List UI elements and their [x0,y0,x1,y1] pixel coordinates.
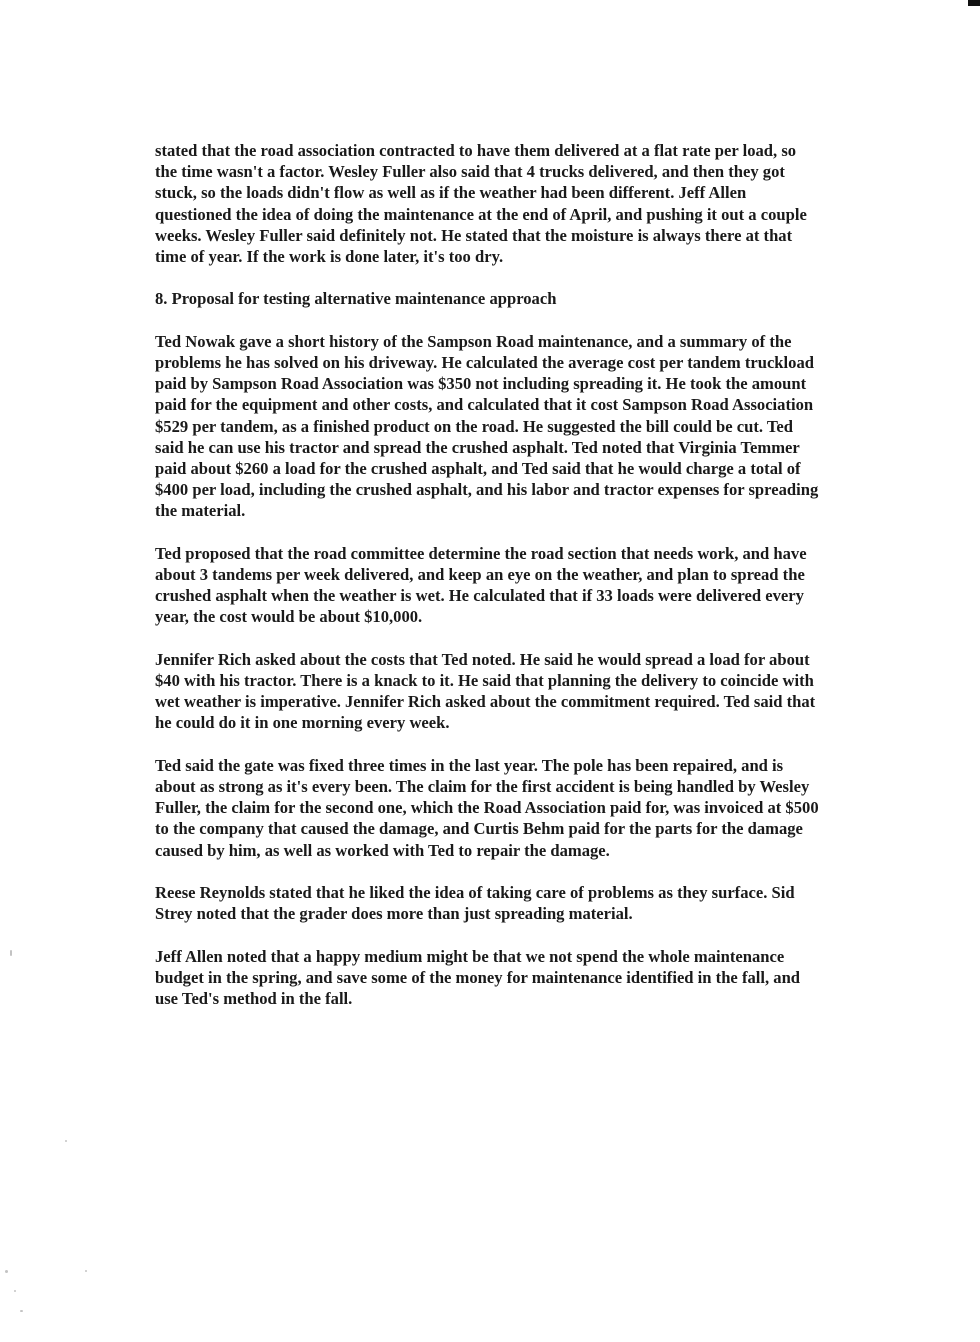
paragraph-allen: Jeff Allen noted that a happy medium might be that we not spend the whole maintenance budget in the spring, and save some of the money for maintenance identified in the fall, and use Ted's method in the fall. [155,946,801,1009]
scan-speck [65,1140,67,1142]
paragraph-continued: stated that the road association contracted to have them delivered at a flat rate per load, so the time wasn't a factor. Wesley Fuller also said that 4 trucks delivered, and then they got stuck, so the loads didn't flow as well as if the weather had been different. Jeff Allen questioned the idea of doing the maintenance at the end of April, and pushing it out a couple weeks. Wesley Fuller said definitely not. He stated that the moisture is always there at that time of year. If the work is done later, it's too dry. [155,141,807,267]
scan-speck [5,1270,8,1273]
paragraph-reynolds: Reese Reynolds stated that he liked the idea of taking care of problems as they surface. Sid Strey noted that the grader does more than just spreading material. [155,883,795,924]
document-body [155,140,820,1030]
paragraph-gate: Ted said the gate was fixed three times in the last year. The pole has been repaired, and is about as strong as it's every been. The claim for the first accident is being handled by Wesley Fuller, the claim for the second one, which the Road Association paid for, was invoiced at $500 to the company that caused the damage, and Curtis Behm paid for the parts for the damage caused by him, as well as worked with Ted to repair the damage. [155,755,819,860]
scan-speck [10,950,12,956]
scan-speck [20,1310,23,1312]
scan-speck [14,1290,16,1292]
paragraph-costs: Jennifer Rich asked about the costs that Ted noted. He said he would spread a load for about $40 with his tractor. There is a knack to it. He said that planning the delivery to coincide with wet weather is imperative. Jennifer Rich asked about the commitment required. Ted said that he could do it in one morning every week. [155,649,816,733]
paragraph-proposal: Ted proposed that the road committee determine the road section that needs work, and have about 3 tandems per week delivered, and keep an eye on the weather, and plan to spread the crushed asphalt when the weather is wet. He calculated that if 33 loads were delivered every year, the cost would be about $10,000. [155,543,807,627]
scan-corner-mark [968,0,980,6]
paragraph-history: Ted Nowak gave a short history of the Sampson Road maintenance, and a summary of the problems he has solved on his driveway. He calculated the average cost per tandem truckload paid by Sampson Road Association was $350 not including spreading it. He took the amount paid for the equipment and other costs, and calculated that it cost Sampson Road Association $529 per tandem, as a finished product on the road. He suggested the bill could be cut. Ted said he can use his tractor and spread the crushed asphalt. Ted noted that Virginia Temmer paid about $260 a load for the crushed asphalt, and Ted said that he would charge a total of $400 per load, including the crushed asphalt, and his labor and tractor expenses for spreading the material. [155,331,819,521]
section-heading: 8. Proposal for testing alternative maintenance approach [155,289,557,309]
scan-speck [85,1270,87,1272]
